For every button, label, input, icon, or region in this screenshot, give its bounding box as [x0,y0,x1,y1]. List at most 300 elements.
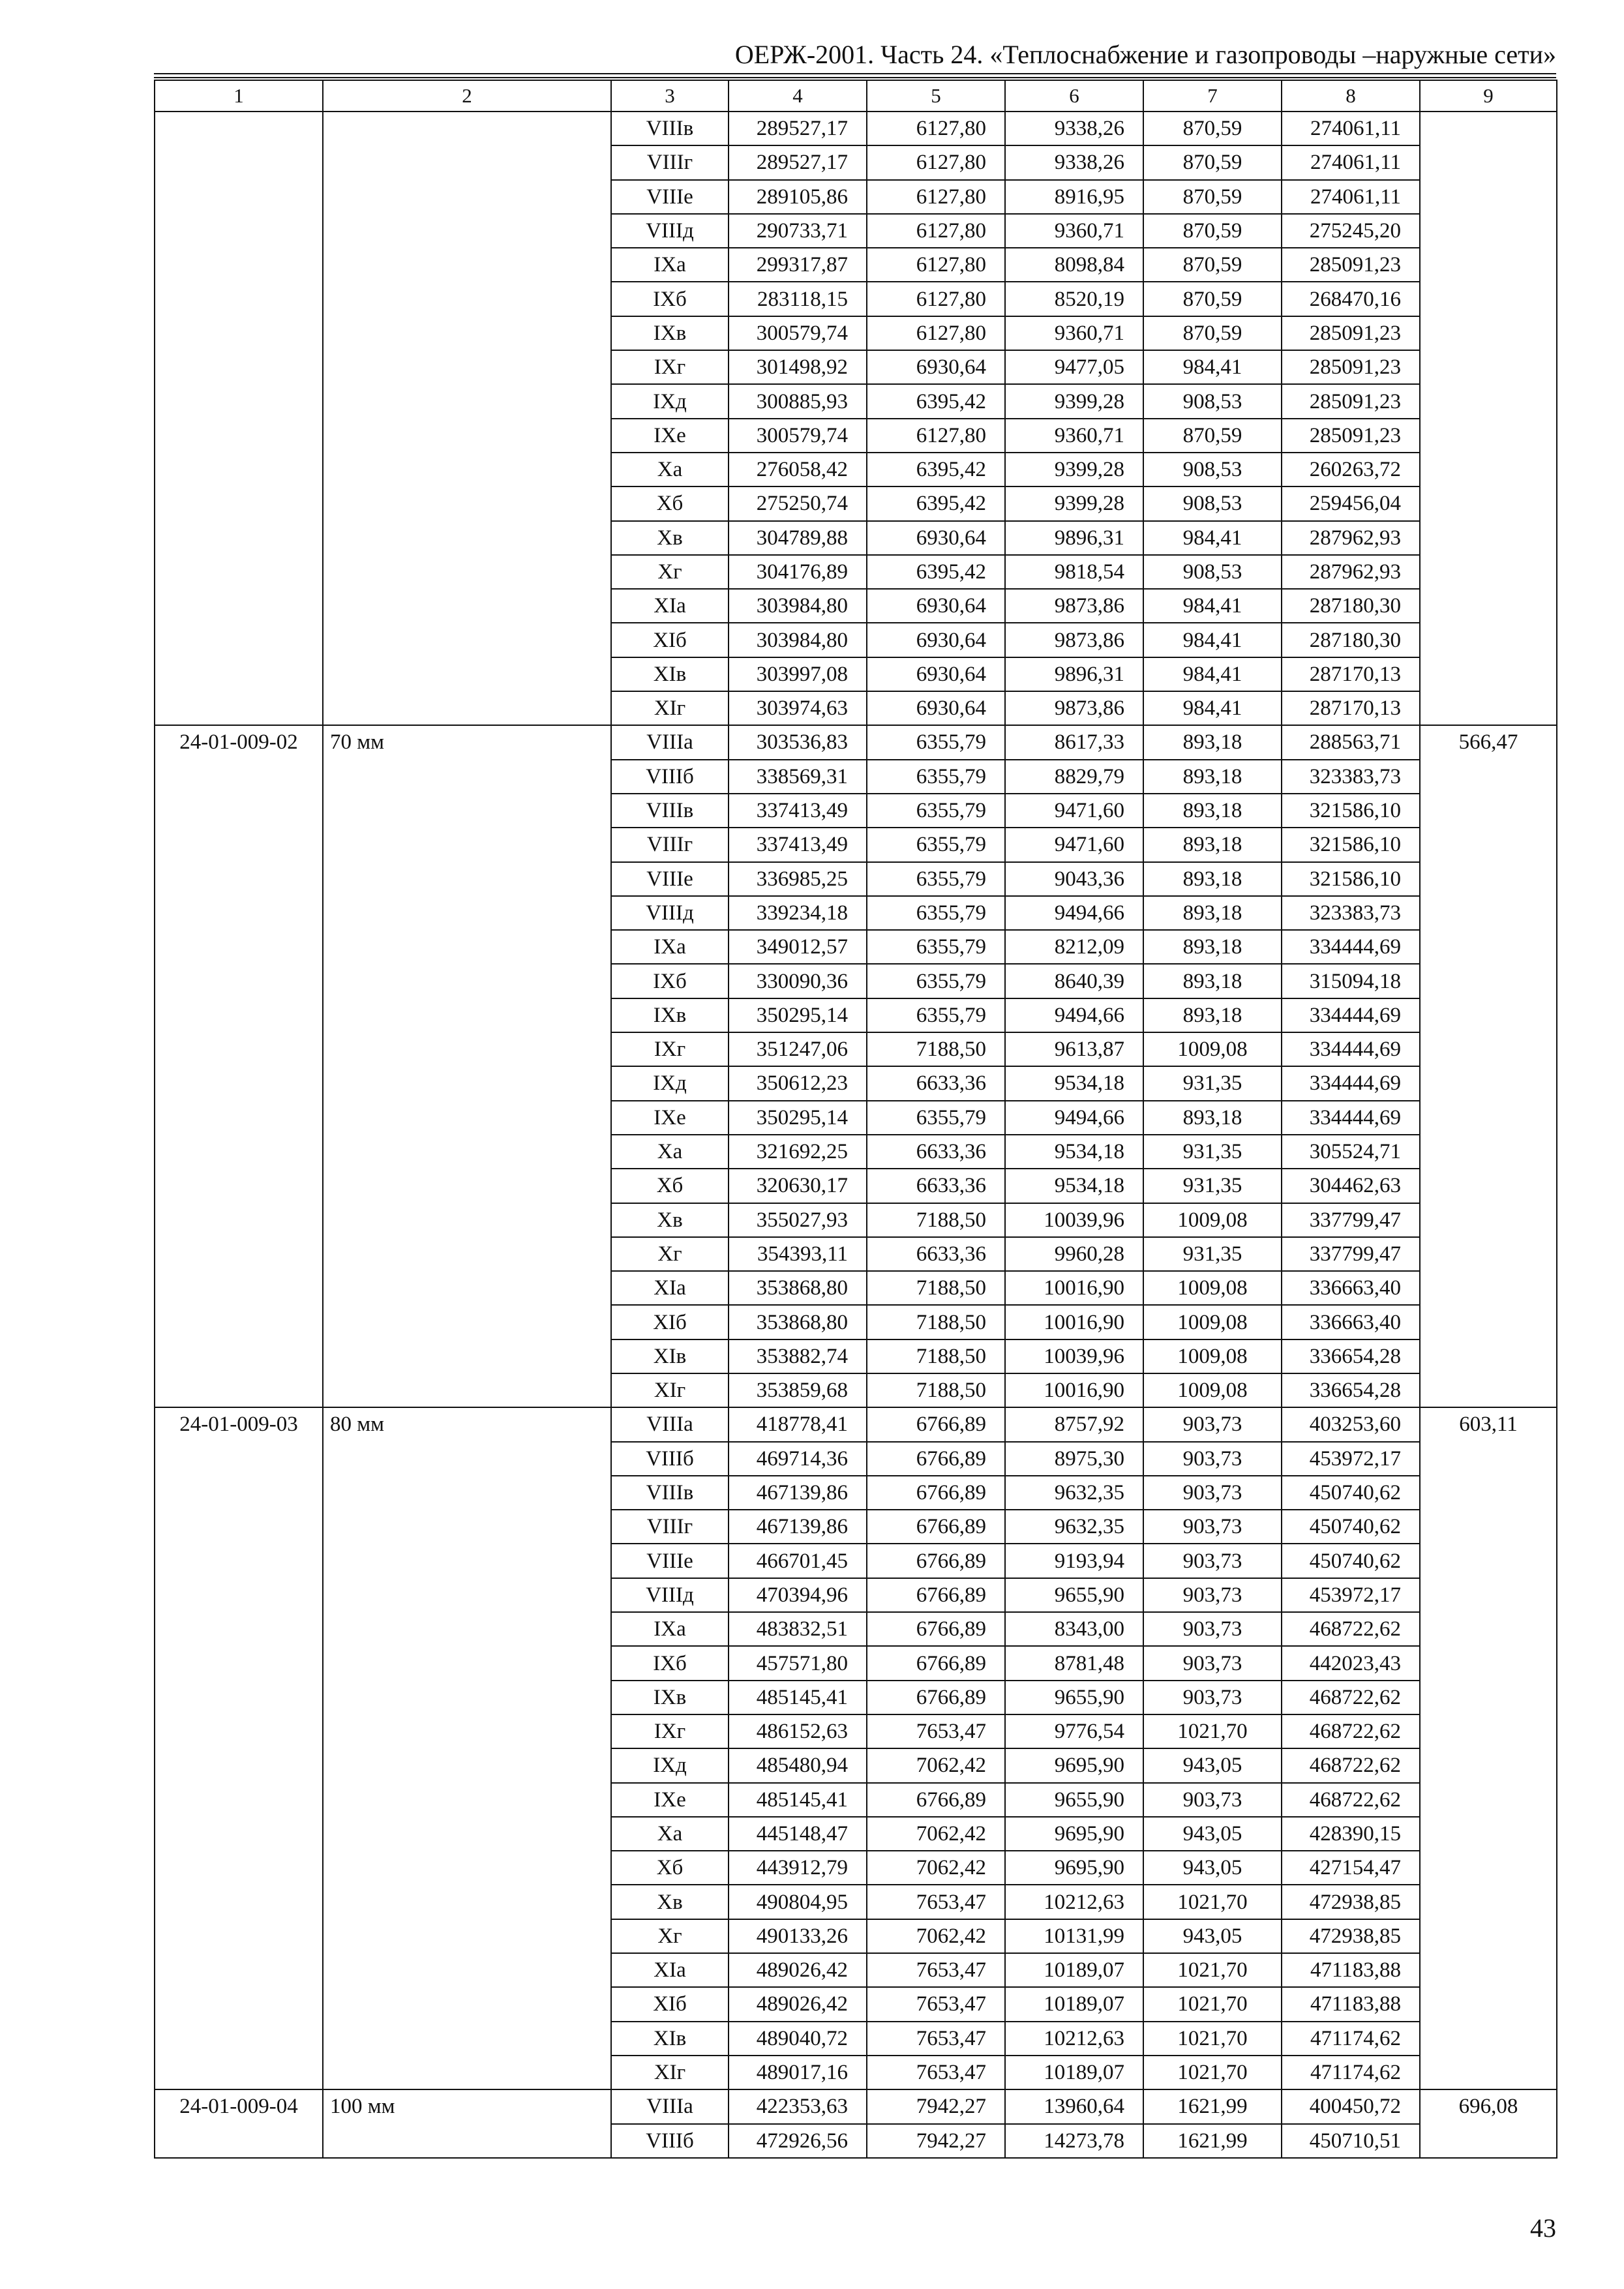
machine-cost-cell: 8916,95 [1005,180,1143,214]
total-cost-cell: 472926,56 [729,2124,867,2158]
header-rule-top [154,73,1556,74]
materials-cost-cell: 468722,62 [1282,1748,1420,1782]
labor-cost-cell: 6766,89 [867,1783,1005,1817]
materials-cost-cell: 285091,23 [1282,419,1420,453]
zone-cell: Xб [611,1169,729,1203]
labor-cost-cell: 6766,89 [867,1476,1005,1510]
column-number: 3 [611,80,729,112]
total-cost-cell: 289105,86 [729,180,867,214]
machine-cost-cell: 9534,18 [1005,1135,1143,1169]
total-cost-cell: 339234,18 [729,896,867,930]
materials-cost-cell: 337799,47 [1282,1203,1420,1237]
materials-cost-cell: 285091,23 [1282,316,1420,350]
total-cost-cell: 489026,42 [729,1987,867,2021]
operator-wage-cell: 908,53 [1143,555,1282,589]
header-rule-bottom [154,77,1556,78]
labor-cost-cell: 7062,42 [867,1748,1005,1782]
operator-wage-cell: 870,59 [1143,282,1282,316]
operator-wage-cell: 870,59 [1143,316,1282,350]
materials-cost-cell: 468722,62 [1282,1612,1420,1646]
total-cost-cell: 336985,25 [729,862,867,896]
operator-wage-cell: 870,59 [1143,214,1282,248]
operator-wage-cell: 984,41 [1143,623,1282,657]
labor-cost-cell: 7188,50 [867,1339,1005,1373]
labor-hours-cell: 566,47 [1420,725,1557,1407]
machine-cost-cell: 9632,35 [1005,1476,1143,1510]
total-cost-cell: 299317,87 [729,248,867,282]
materials-cost-cell: 403253,60 [1282,1407,1420,1441]
materials-cost-cell: 287180,30 [1282,623,1420,657]
materials-cost-cell: 287180,30 [1282,589,1420,623]
labor-cost-cell: 7653,47 [867,1953,1005,1987]
column-number: 5 [867,80,1005,112]
total-cost-cell: 418778,41 [729,1407,867,1441]
materials-cost-cell: 336663,40 [1282,1305,1420,1339]
zone-cell: VIIIа [611,725,729,759]
machine-cost-cell: 9818,54 [1005,555,1143,589]
materials-cost-cell: 442023,43 [1282,1646,1420,1680]
zone-cell: IXг [611,1714,729,1748]
materials-cost-cell: 259456,04 [1282,486,1420,520]
operator-wage-cell: 893,18 [1143,896,1282,930]
labor-cost-cell: 6127,80 [867,214,1005,248]
materials-cost-cell: 453972,17 [1282,1578,1420,1612]
labor-cost-cell: 6930,64 [867,589,1005,623]
labor-cost-cell: 6766,89 [867,1544,1005,1578]
machine-cost-cell: 10016,90 [1005,1305,1143,1339]
materials-cost-cell: 285091,23 [1282,248,1420,282]
column-number: 6 [1005,80,1143,112]
materials-cost-cell: 471174,62 [1282,2056,1420,2089]
operator-wage-cell: 893,18 [1143,862,1282,896]
materials-cost-cell: 453972,17 [1282,1442,1420,1476]
zone-cell: IXг [611,350,729,384]
zone-cell: XIг [611,2056,729,2089]
operator-wage-cell: 893,18 [1143,725,1282,759]
total-cost-cell: 354393,11 [729,1237,867,1271]
zone-cell: VIIIд [611,1578,729,1612]
machine-cost-cell: 9655,90 [1005,1578,1143,1612]
labor-cost-cell: 6395,42 [867,384,1005,418]
zone-cell: VIIIе [611,862,729,896]
diameter-cell: 80 мм [323,1407,611,2089]
machine-cost-cell: 9471,60 [1005,828,1143,861]
operator-wage-cell: 984,41 [1143,657,1282,691]
total-cost-cell: 489017,16 [729,2056,867,2089]
machine-cost-cell: 9695,90 [1005,1748,1143,1782]
operator-wage-cell: 870,59 [1143,145,1282,179]
operator-wage-cell: 943,05 [1143,1919,1282,1953]
operator-wage-cell: 893,18 [1143,828,1282,861]
operator-wage-cell: 903,73 [1143,1442,1282,1476]
total-cost-cell: 353868,80 [729,1305,867,1339]
machine-cost-cell: 9873,86 [1005,623,1143,657]
total-cost-cell: 353882,74 [729,1339,867,1373]
operator-wage-cell: 1021,70 [1143,2022,1282,2056]
labor-cost-cell: 6355,79 [867,862,1005,896]
operator-wage-cell: 893,18 [1143,998,1282,1032]
total-cost-cell: 321692,25 [729,1135,867,1169]
operator-wage-cell: 870,59 [1143,180,1282,214]
zone-cell: Xб [611,1851,729,1885]
materials-cost-cell: 334444,69 [1282,930,1420,964]
total-cost-cell: 337413,49 [729,794,867,828]
total-cost-cell: 483832,51 [729,1612,867,1646]
operator-wage-cell: 903,73 [1143,1510,1282,1544]
materials-cost-cell: 334444,69 [1282,1101,1420,1135]
machine-cost-cell: 9399,28 [1005,453,1143,486]
zone-cell: VIIIа [611,1407,729,1441]
materials-cost-cell: 274061,11 [1282,145,1420,179]
materials-cost-cell: 323383,73 [1282,760,1420,794]
labor-cost-cell: 6355,79 [867,998,1005,1032]
labor-cost-cell: 6766,89 [867,1407,1005,1441]
operator-wage-cell: 903,73 [1143,1407,1282,1441]
machine-cost-cell: 9043,36 [1005,862,1143,896]
operator-wage-cell: 1621,99 [1143,2089,1282,2123]
materials-cost-cell: 287170,13 [1282,657,1420,691]
materials-cost-cell: 304462,63 [1282,1169,1420,1203]
operator-wage-cell: 903,73 [1143,1612,1282,1646]
diameter-cell [323,112,611,725]
zone-cell: IXе [611,419,729,453]
column-number-row [155,80,1557,112]
labor-cost-cell: 7188,50 [867,1203,1005,1237]
total-cost-cell: 350295,14 [729,998,867,1032]
operator-wage-cell: 903,73 [1143,1578,1282,1612]
table-row [155,112,1557,145]
labor-cost-cell: 6395,42 [867,486,1005,520]
zone-cell: VIIIб [611,2124,729,2158]
total-cost-cell: 289527,17 [729,112,867,145]
machine-cost-cell: 10039,96 [1005,1339,1143,1373]
zone-cell: VIIIв [611,794,729,828]
machine-cost-cell: 9360,71 [1005,316,1143,350]
materials-cost-cell: 287962,93 [1282,521,1420,555]
machine-cost-cell: 10189,07 [1005,1953,1143,1987]
operator-wage-cell: 893,18 [1143,964,1282,998]
machine-cost-cell: 10016,90 [1005,1373,1143,1407]
materials-cost-cell: 321586,10 [1282,862,1420,896]
materials-cost-cell: 468722,62 [1282,1681,1420,1714]
table-row [155,2089,1557,2123]
labor-cost-cell: 7062,42 [867,1919,1005,1953]
machine-cost-cell: 9655,90 [1005,1681,1143,1714]
materials-cost-cell: 336663,40 [1282,1271,1420,1305]
total-cost-cell: 320630,17 [729,1169,867,1203]
zone-cell: VIIIд [611,214,729,248]
operator-wage-cell: 984,41 [1143,691,1282,725]
zone-cell: IXд [611,1066,729,1100]
machine-cost-cell: 10039,96 [1005,1203,1143,1237]
zone-cell: VIIIв [611,112,729,145]
materials-cost-cell: 285091,23 [1282,350,1420,384]
zone-cell: VIIIд [611,896,729,930]
zone-cell: VIIIе [611,1544,729,1578]
zone-cell: XIг [611,1373,729,1407]
zone-cell: XIб [611,1305,729,1339]
page-number: 43 [1530,2213,1556,2243]
labor-cost-cell: 6355,79 [867,930,1005,964]
machine-cost-cell: 9494,66 [1005,1101,1143,1135]
zone-cell: IXг [611,1032,729,1066]
materials-cost-cell: 285091,23 [1282,384,1420,418]
zone-cell: IXб [611,964,729,998]
materials-cost-cell: 468722,62 [1282,1714,1420,1748]
operator-wage-cell: 903,73 [1143,1476,1282,1510]
zone-cell: IXа [611,1612,729,1646]
materials-cost-cell: 315094,18 [1282,964,1420,998]
machine-cost-cell: 8781,48 [1005,1646,1143,1680]
machine-cost-cell: 9695,90 [1005,1851,1143,1885]
machine-cost-cell: 9338,26 [1005,112,1143,145]
total-cost-cell: 485480,94 [729,1748,867,1782]
zone-cell: Xг [611,1919,729,1953]
operator-wage-cell: 903,73 [1143,1783,1282,1817]
zone-cell: XIа [611,589,729,623]
total-cost-cell: 457571,80 [729,1646,867,1680]
norm-code-cell [155,112,323,725]
total-cost-cell: 276058,42 [729,453,867,486]
materials-cost-cell: 287962,93 [1282,555,1420,589]
machine-cost-cell: 9613,87 [1005,1032,1143,1066]
operator-wage-cell: 931,35 [1143,1135,1282,1169]
labor-cost-cell: 6355,79 [867,828,1005,861]
total-cost-cell: 489026,42 [729,1953,867,1987]
materials-cost-cell: 337799,47 [1282,1237,1420,1271]
labor-cost-cell: 7942,27 [867,2124,1005,2158]
labor-cost-cell: 6633,36 [867,1135,1005,1169]
zone-cell: VIIIа [611,2089,729,2123]
total-cost-cell: 466701,45 [729,1544,867,1578]
machine-cost-cell: 10212,63 [1005,2022,1143,2056]
materials-cost-cell: 305524,71 [1282,1135,1420,1169]
price-table [154,80,1557,2159]
zone-cell: Xв [611,1203,729,1237]
operator-wage-cell: 903,73 [1143,1544,1282,1578]
zone-cell: XIа [611,1271,729,1305]
total-cost-cell: 485145,41 [729,1783,867,1817]
operator-wage-cell: 984,41 [1143,589,1282,623]
labor-cost-cell: 6766,89 [867,1510,1005,1544]
total-cost-cell: 283118,15 [729,282,867,316]
zone-cell: XIа [611,1953,729,1987]
zone-cell: VIIIг [611,828,729,861]
labor-cost-cell: 6127,80 [867,248,1005,282]
zone-cell: Xа [611,453,729,486]
table-row [155,1407,1557,1441]
column-number: 9 [1420,80,1557,112]
labor-cost-cell: 7188,50 [867,1271,1005,1305]
total-cost-cell: 303974,63 [729,691,867,725]
operator-wage-cell: 1009,08 [1143,1271,1282,1305]
labor-cost-cell: 6127,80 [867,145,1005,179]
total-cost-cell: 486152,63 [729,1714,867,1748]
machine-cost-cell: 9471,60 [1005,794,1143,828]
operator-wage-cell: 1009,08 [1143,1339,1282,1373]
zone-cell: VIIIб [611,1442,729,1476]
machine-cost-cell: 8098,84 [1005,248,1143,282]
total-cost-cell: 303536,83 [729,725,867,759]
labor-cost-cell: 7188,50 [867,1305,1005,1339]
zone-cell: Xа [611,1135,729,1169]
column-number: 8 [1282,80,1420,112]
labor-cost-cell: 6127,80 [867,180,1005,214]
labor-cost-cell: 7653,47 [867,1885,1005,1919]
table-row [155,725,1557,759]
machine-cost-cell: 9776,54 [1005,1714,1143,1748]
total-cost-cell: 490133,26 [729,1919,867,1953]
materials-cost-cell: 287170,13 [1282,691,1420,725]
operator-wage-cell: 893,18 [1143,794,1282,828]
machine-cost-cell: 9494,66 [1005,998,1143,1032]
total-cost-cell: 330090,36 [729,964,867,998]
machine-cost-cell: 9896,31 [1005,521,1143,555]
labor-cost-cell: 6766,89 [867,1681,1005,1714]
zone-cell: IXе [611,1101,729,1135]
labor-hours-cell [1420,112,1557,725]
zone-cell: VIIIг [611,145,729,179]
zone-cell: XIв [611,2022,729,2056]
machine-cost-cell: 8520,19 [1005,282,1143,316]
machine-cost-cell: 9534,18 [1005,1066,1143,1100]
machine-cost-cell: 10016,90 [1005,1271,1143,1305]
total-cost-cell: 303984,80 [729,623,867,657]
norm-code-cell: 24-01-009-02 [155,725,323,1407]
operator-wage-cell: 1021,70 [1143,1885,1282,1919]
machine-cost-cell: 9695,90 [1005,1817,1143,1851]
labor-cost-cell: 6355,79 [867,1101,1005,1135]
total-cost-cell: 290733,71 [729,214,867,248]
labor-hours-cell: 603,11 [1420,1407,1557,2089]
materials-cost-cell: 336654,28 [1282,1339,1420,1373]
norm-code-cell: 24-01-009-04 [155,2089,323,2158]
total-cost-cell: 300885,93 [729,384,867,418]
total-cost-cell: 304789,88 [729,521,867,555]
total-cost-cell: 350295,14 [729,1101,867,1135]
total-cost-cell: 353859,68 [729,1373,867,1407]
total-cost-cell: 303997,08 [729,657,867,691]
labor-cost-cell: 6930,64 [867,691,1005,725]
machine-cost-cell: 8212,09 [1005,930,1143,964]
materials-cost-cell: 334444,69 [1282,1032,1420,1066]
machine-cost-cell: 9896,31 [1005,657,1143,691]
table-body [155,112,1557,2158]
machine-cost-cell: 9477,05 [1005,350,1143,384]
labor-cost-cell: 6127,80 [867,316,1005,350]
materials-cost-cell: 427154,47 [1282,1851,1420,1885]
labor-cost-cell: 6395,42 [867,453,1005,486]
zone-cell: XIб [611,1987,729,2021]
operator-wage-cell: 943,05 [1143,1851,1282,1885]
labor-cost-cell: 7653,47 [867,1987,1005,2021]
labor-cost-cell: 7653,47 [867,2056,1005,2089]
total-cost-cell: 353868,80 [729,1271,867,1305]
operator-wage-cell: 1009,08 [1143,1203,1282,1237]
materials-cost-cell: 400450,72 [1282,2089,1420,2123]
operator-wage-cell: 893,18 [1143,760,1282,794]
materials-cost-cell: 450740,62 [1282,1510,1420,1544]
total-cost-cell: 338569,31 [729,760,867,794]
zone-cell: IXд [611,384,729,418]
labor-cost-cell: 7062,42 [867,1817,1005,1851]
operator-wage-cell: 1009,08 [1143,1032,1282,1066]
total-cost-cell: 350612,23 [729,1066,867,1100]
operator-wage-cell: 931,35 [1143,1169,1282,1203]
materials-cost-cell: 323383,73 [1282,896,1420,930]
machine-cost-cell: 9360,71 [1005,419,1143,453]
machine-cost-cell: 9338,26 [1005,145,1143,179]
labor-cost-cell: 6930,64 [867,623,1005,657]
operator-wage-cell: 870,59 [1143,419,1282,453]
operator-wage-cell: 893,18 [1143,1101,1282,1135]
machine-cost-cell: 13960,64 [1005,2089,1143,2123]
machine-cost-cell: 8757,92 [1005,1407,1143,1441]
total-cost-cell: 470394,96 [729,1578,867,1612]
materials-cost-cell: 450710,51 [1282,2124,1420,2158]
materials-cost-cell: 288563,71 [1282,725,1420,759]
zone-cell: Xг [611,555,729,589]
operator-wage-cell: 931,35 [1143,1066,1282,1100]
materials-cost-cell: 275245,20 [1282,214,1420,248]
diameter-cell: 100 мм [323,2089,611,2158]
zone-cell: Xг [611,1237,729,1271]
machine-cost-cell: 14273,78 [1005,2124,1143,2158]
zone-cell: IXд [611,1748,729,1782]
zone-cell: IXа [611,248,729,282]
materials-cost-cell: 321586,10 [1282,794,1420,828]
labor-hours-cell: 696,08 [1420,2089,1557,2158]
labor-cost-cell: 6355,79 [867,760,1005,794]
zone-cell: VIIIг [611,1510,729,1544]
zone-cell: VIIIв [611,1476,729,1510]
total-cost-cell: 422353,63 [729,2089,867,2123]
labor-cost-cell: 6355,79 [867,725,1005,759]
machine-cost-cell: 9193,94 [1005,1544,1143,1578]
zone-cell: VIIIб [611,760,729,794]
machine-cost-cell: 8640,39 [1005,964,1143,998]
operator-wage-cell: 1009,08 [1143,1373,1282,1407]
machine-cost-cell: 9655,90 [1005,1783,1143,1817]
materials-cost-cell: 260263,72 [1282,453,1420,486]
operator-wage-cell: 1021,70 [1143,2056,1282,2089]
total-cost-cell: 489040,72 [729,2022,867,2056]
total-cost-cell: 304176,89 [729,555,867,589]
materials-cost-cell: 274061,11 [1282,180,1420,214]
zone-cell: Xв [611,1885,729,1919]
total-cost-cell: 349012,57 [729,930,867,964]
total-cost-cell: 490804,95 [729,1885,867,1919]
materials-cost-cell: 471183,88 [1282,1953,1420,1987]
labor-cost-cell: 6766,89 [867,1646,1005,1680]
operator-wage-cell: 984,41 [1143,350,1282,384]
materials-cost-cell: 321586,10 [1282,828,1420,861]
total-cost-cell: 301498,92 [729,350,867,384]
zone-cell: VIIIе [611,180,729,214]
zone-cell: XIв [611,657,729,691]
operator-wage-cell: 870,59 [1143,112,1282,145]
operator-wage-cell: 1621,99 [1143,2124,1282,2158]
total-cost-cell: 275250,74 [729,486,867,520]
labor-cost-cell: 6930,64 [867,521,1005,555]
machine-cost-cell: 10131,99 [1005,1919,1143,1953]
total-cost-cell: 351247,06 [729,1032,867,1066]
operator-wage-cell: 908,53 [1143,453,1282,486]
machine-cost-cell: 8617,33 [1005,725,1143,759]
operator-wage-cell: 908,53 [1143,384,1282,418]
labor-cost-cell: 6930,64 [867,657,1005,691]
labor-cost-cell: 6127,80 [867,419,1005,453]
